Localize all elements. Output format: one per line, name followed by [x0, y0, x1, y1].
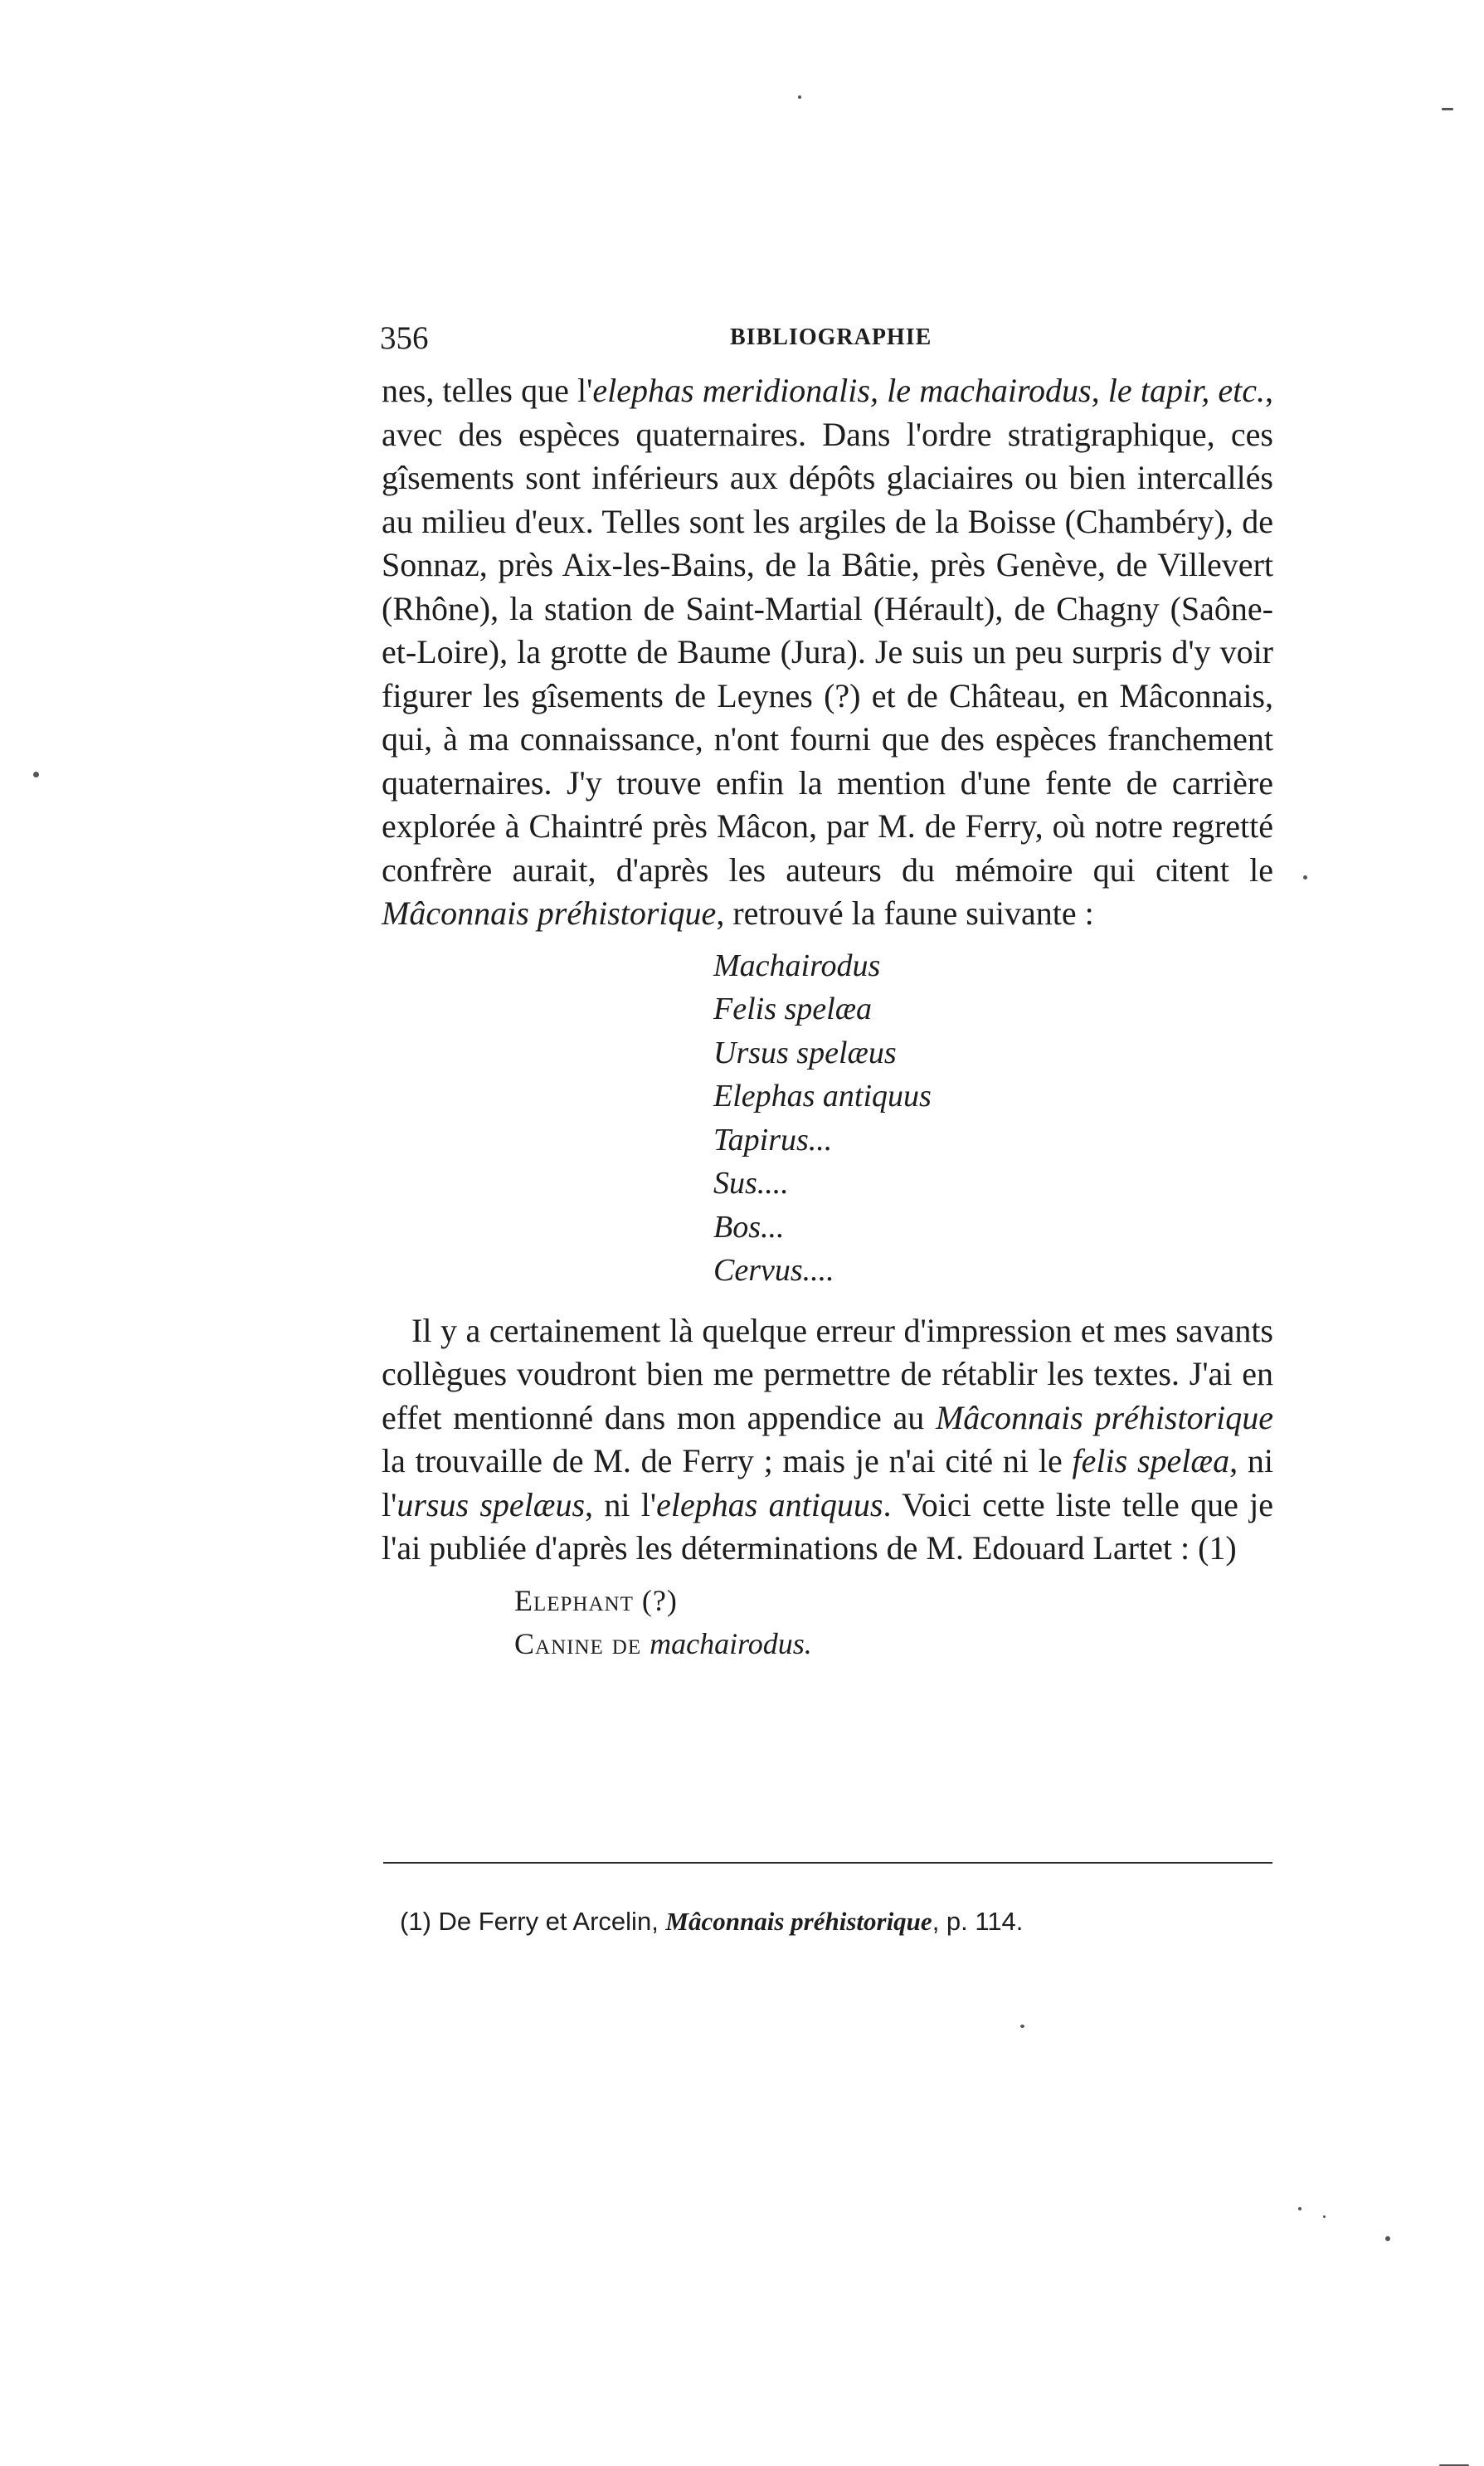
- scan-speck: [1442, 108, 1453, 110]
- paragraph-2-text-2: la trouvaille de M. de Ferry ; mais je n'ai cité ni le: [382, 1442, 1073, 1479]
- species-item: Ursus spelæus: [713, 1035, 897, 1070]
- species-item: Machairodus: [713, 948, 881, 983]
- scan-speck: [1323, 2215, 1326, 2218]
- species-list: [713, 944, 1273, 1293]
- footnote-italic: Mâconnais préhistorique: [665, 1907, 932, 1936]
- paragraph-1-text-3: , retrouvé la faune suivante :: [716, 894, 1094, 932]
- page-body: [382, 369, 1273, 1665]
- scan-speck: [798, 95, 801, 99]
- scan-speck: [1020, 2025, 1024, 2028]
- fauna-item-canine-italic: machairodus.: [650, 1626, 812, 1660]
- running-head: BIBLIOGRAPHIE: [730, 324, 932, 350]
- paragraph-2-italic-1: Mâconnais préhistorique: [935, 1398, 1273, 1436]
- page-number: 356: [380, 320, 429, 356]
- species-item: Cervus....: [713, 1253, 834, 1288]
- paragraph-2-text-5: . Voici cette liste telle que je l'ai publiée d'après les déterminations de M. Edouard Lartet : (1): [382, 1485, 1274, 1567]
- fauna-list: [514, 1579, 1273, 1665]
- footnote: [400, 1907, 1023, 1937]
- scan-speck: [33, 772, 39, 777]
- footnote-text-1: (1) De Ferry et Arcelin,: [400, 1907, 666, 1936]
- paragraph-1-italic-1: elephas meridionalis, le machairodus, le tapir, etc.: [592, 372, 1266, 409]
- paragraph-2-text-1: Il y a certainement là quelque erreur d'impression et mes savants collègues voudront bien me permettre de rétablir les textes. J'ai en effet mentionné dans mon appendice au: [382, 1311, 1273, 1436]
- paragraph-1-text-2: , avec des espèces quaternaires. Dans l'ordre stratigraphique, ces gîsements sont inférieurs aux dépôts glaciaires ou bien intercallés au milieu d'eux. Telles sont les argiles de la Boisse (Chambéry), de Sonnaz, près Aix-les-Bains, de la Bâtie, près Genève, de Villevert (Rhône), la station de Saint-Martial (Hérault), de Chagny (Saône-et-Loire), la grotte de Baume (Jura). Je suis un peu surpris d'y voir figurer les gîsements de Leynes (?) et de Château, en Mâconnais, qui, à ma connaissance, n'ont fourni que des espèces franchement quaternaires. J'y trouve enfin la mention d'une fente de carrière explorée à Chaintré près Mâcon, par M. de Ferry, où notre regretté confrère aurait, d'après les auteurs du mémoire qui citent le: [382, 372, 1274, 889]
- paragraph-1-italic-2: Mâconnais préhistorique: [382, 894, 717, 932]
- species-item: Tapirus...: [713, 1122, 833, 1157]
- paragraph-2-italic-2: felis spelæa: [1072, 1442, 1230, 1479]
- fauna-item-canine: [514, 1622, 1273, 1665]
- paragraph-1: [382, 369, 1273, 936]
- species-item: Elephas antiquus: [713, 1079, 932, 1114]
- scan-speck: [1298, 2207, 1302, 2210]
- fauna-item-canine-text: Canine de: [514, 1626, 650, 1660]
- paragraph-2-text-3: , ni l': [382, 1442, 1273, 1523]
- paragraph-2-italic-3: ursus spelæus: [397, 1485, 586, 1523]
- paragraph-2-text-4: , ni l': [585, 1485, 657, 1523]
- scan-speck: [1385, 2236, 1390, 2241]
- footnote-rule: [383, 1862, 1272, 1864]
- fauna-item-elephant: [514, 1579, 1273, 1622]
- species-item: Bos...: [713, 1209, 785, 1245]
- footnote-text-2: , p. 114.: [932, 1907, 1024, 1936]
- scan-speck: [1303, 875, 1307, 880]
- paragraph-2: [382, 1309, 1273, 1571]
- fauna-item-elephant-text: Elephant (?): [514, 1583, 678, 1617]
- species-item: Sus....: [713, 1166, 789, 1201]
- paragraph-2-italic-4: elephas antiquus: [656, 1485, 883, 1523]
- paragraph-1-text-1: nes, telles que l': [382, 372, 593, 409]
- species-item: Felis spelæa: [713, 992, 873, 1026]
- page-header: [380, 319, 1276, 369]
